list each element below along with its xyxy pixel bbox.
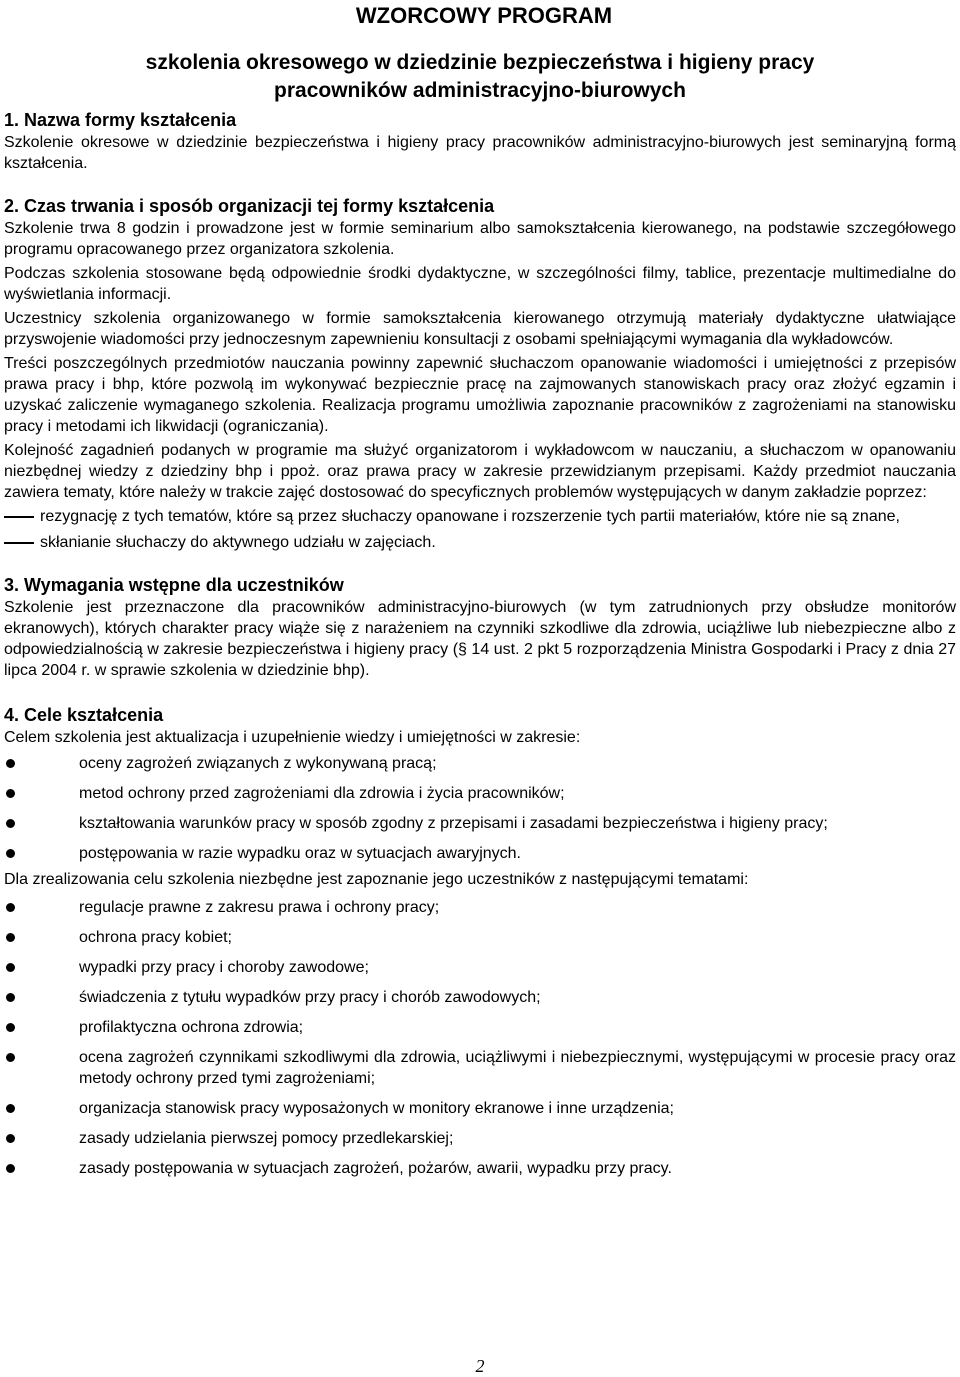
- bullet-icon: [6, 963, 15, 972]
- section-3: [4, 573, 956, 681]
- subtitle-line-2: pracowników administracyjno-biurowych: [274, 79, 686, 102]
- document-page: [4, 0, 956, 1179]
- bullet-icon: [6, 759, 15, 768]
- section-2-paragraph: Uczestnicy szkolenia organizowanego w formie samokształcenia kierowanego otrzymują materiały dydaktyczne ułatwiające przyswojenie wiadomości przy jednoczesnym zapewnieniu konsultacji z osobami spełniającymi wymagania dla wykładowców.: [4, 310, 956, 348]
- topic-item: organizacja stanowisk pracy wyposażonych w monitory ekranowe i inne urządzenia;: [4, 1098, 956, 1119]
- section-1: [4, 108, 956, 174]
- topic-item: zasady udzielania pierwszej pomocy przedlekarskiej;: [4, 1128, 956, 1149]
- topic-item: profilaktyczna ochrona zdrowia;: [4, 1017, 956, 1038]
- goal-item: postępowania w razie wypadku oraz w sytuacjach awaryjnych.: [4, 843, 956, 864]
- topic-item: ochrona pracy kobiet;: [4, 927, 956, 948]
- section-1-heading: 1. Nazwa formy kształcenia: [4, 110, 237, 130]
- topics-list: [4, 897, 956, 1179]
- topic-item: wypadki przy pracy i choroby zawodowe;: [4, 957, 956, 978]
- dash-marker: [4, 516, 34, 518]
- document-subtitle: [4, 49, 956, 105]
- page-number: 2: [475, 1356, 485, 1376]
- section-4: [4, 703, 956, 1179]
- bullet-icon: [6, 993, 15, 1002]
- document-title: WZORCOWY PROGRAM: [355, 3, 613, 28]
- bullet-icon: [6, 1164, 15, 1173]
- goals-list: [4, 753, 956, 864]
- subtitle-line-1: szkolenia okresowego w dziedzinie bezpieczeństwa i higieny pracy: [145, 51, 815, 74]
- bullet-icon: [6, 1134, 15, 1143]
- topics-intro: Dla zrealizowania celu szkolenia niezbędne jest zapoznanie jego uczestników z następującymi tematami:: [4, 871, 749, 888]
- topic-item: zasady postępowania w sytuacjach zagrożeń, pożarów, awarii, wypadku przy pracy.: [4, 1158, 956, 1179]
- section-2-paragraph: Kolejność zagadnień podanych w programie ma służyć organizatorom i wykładowcom w nauczaniu, a słuchaczom w opanowaniu niezbędnej wiedzy z dziedziny bhp i ppoż. oraz prawa pracy w zakresie przewidzianym przepisami. Każdy przedmiot nauczania zawiera tematy, które należy w trakcie zajęć dostosować do specyficznych problemów występujących w danym zakładzie poprzez:: [4, 442, 956, 501]
- section-3-text: Szkolenie jest przeznaczone dla pracowników administracyjno-biurowych (w tym zatrudnionych przy obsłudze monitorów ekranowych), których charakter pracy wiąże się z narażeniem na czynniki szkodliwe dla zdrowia, uciążliwe lub niebezpieczne albo z odpowiedzialnością w zakresie bezpieczeństwa i higieny pracy (§ 14 ust. 2 pkt 5 rozporządzenia Ministra Gospodarki i Pracy z dnia 27 lipca 2004 r. w sprawie szkolenia w dziedzinie bhp).: [4, 599, 956, 679]
- section-2-paragraph: Treści poszczególnych przedmiotów nauczania powinny zapewnić słuchaczom opanowanie wiadomości i umiejętności z przepisów prawa pracy i bhp, które pozwolą im wykonywać bezpiecznie pracę na zajmowanych stanowiskach pracy oraz złożyć egzamin i uzyskać zaliczenie wymaganego szkolenia. Realizacja programu umożliwia zapoznanie pracowników z zagrożeniami na stanowisku pracy i metodami ich likwidacji (ograniczania).: [4, 355, 956, 435]
- bullet-icon: [6, 789, 15, 798]
- goal-item: kształtowania warunków pracy w sposób zgodny z przepisami i zasadami bezpieczeństwa i higieny pracy;: [4, 813, 956, 834]
- section-2-paragraph: Podczas szkolenia stosowane będą odpowiednie środki dydaktyczne, w szczególności filmy, tablice, prezentacje multimedialne do wyświetlania informacji.: [4, 265, 956, 303]
- section-2: [4, 194, 956, 553]
- topic-item: regulacje prawne z zakresu prawa i ochrony pracy;: [4, 897, 956, 918]
- section-2-paragraph: Szkolenie trwa 8 godzin i prowadzone jest w formie seminarium albo samokształcenia kierowanego, na podstawie szczegółowego programu opracowanego przez organizatora szkolenia.: [4, 220, 956, 258]
- bullet-icon: [6, 933, 15, 942]
- bullet-icon: [6, 819, 15, 828]
- bullet-icon: [6, 903, 15, 912]
- goal-item: metod ochrony przed zagrożeniami dla zdrowia i życia pracowników;: [4, 783, 956, 804]
- bullet-icon: [6, 1104, 15, 1113]
- goal-item: oceny zagrożeń związanych z wykonywaną pracą;: [4, 753, 956, 774]
- bullet-icon: [6, 1053, 15, 1062]
- dash-item-text: skłanianie słuchaczy do aktywnego udziału w zajęciach.: [40, 534, 436, 551]
- section-1-text: Szkolenie okresowe w dziedzinie bezpieczeństwa i higieny pracy pracowników administracyjno-biurowych jest seminaryjną formą kształcenia.: [4, 134, 956, 172]
- topic-item: świadczenia z tytułu wypadków przy pracy i chorób zawodowych;: [4, 987, 956, 1008]
- section-4-heading: 4. Cele kształcenia: [4, 705, 164, 725]
- dash-list-item: [4, 532, 956, 553]
- bullet-icon: [6, 1023, 15, 1032]
- dash-list-item: [4, 506, 956, 527]
- topic-item: ocena zagrożeń czynnikami szkodliwymi dla zdrowia, uciążliwymi i niebezpiecznymi, występującymi w procesie pracy oraz metody ochrony przed tymi zagrożeniami;: [4, 1047, 956, 1089]
- section-2-heading: 2. Czas trwania i sposób organizacji tej formy kształcenia: [4, 196, 495, 216]
- section-4-intro: Celem szkolenia jest aktualizacja i uzupełnienie wiedzy i umiejętności w zakresie:: [4, 729, 581, 746]
- bullet-icon: [6, 849, 15, 858]
- section-3-heading: 3. Wymagania wstępne dla uczestników: [4, 575, 344, 595]
- dash-marker: [4, 542, 34, 544]
- dash-item-text: rezygnację z tych tematów, które są przez słuchaczy opanowane i rozszerzenie tych partii materiałów, które nie są znane,: [40, 508, 900, 525]
